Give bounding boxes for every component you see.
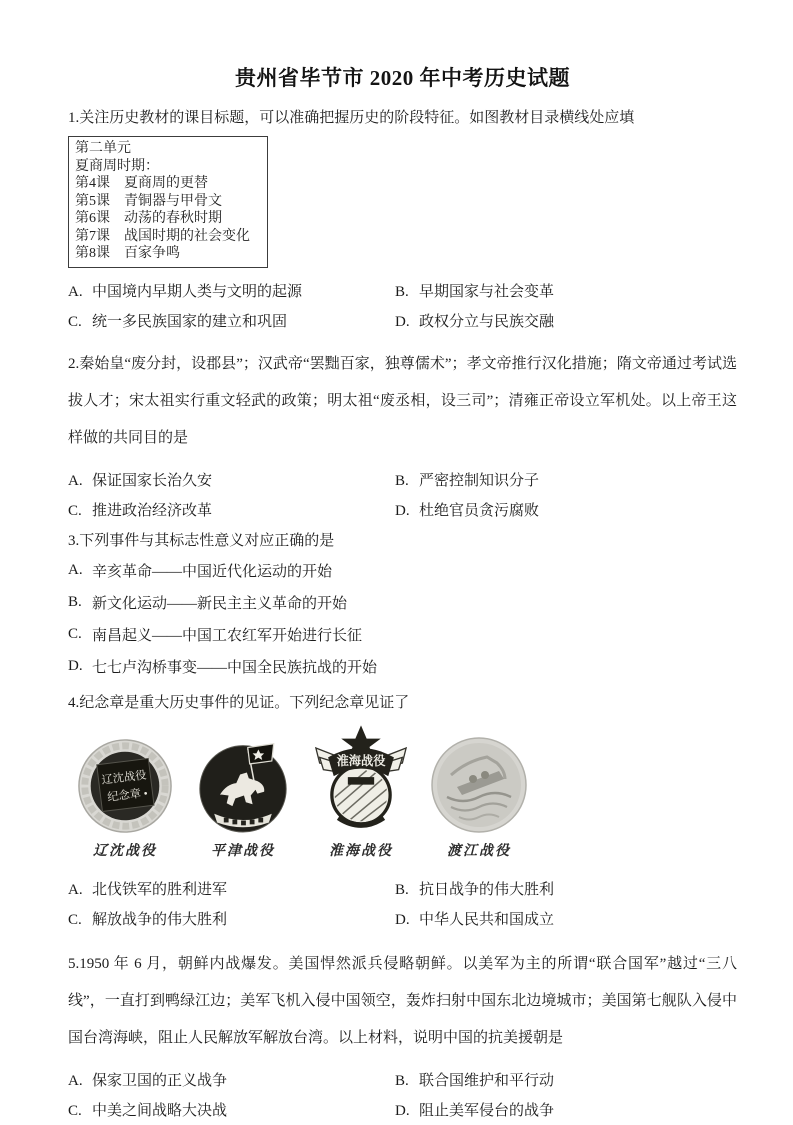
page-title: 贵州省毕节市 2020 年中考历史试题 <box>235 66 570 90</box>
medal-caption-pingjin: 平津战役 <box>211 843 275 859</box>
svg-text:纪念章: 纪念章 <box>106 787 142 804</box>
pingjin-medal-image <box>195 721 291 835</box>
svg-text:辽沈战役: 辽沈战役 <box>100 768 148 787</box>
q1-option-d: D. 政权分立与民族交融 <box>395 314 555 330</box>
q1-option-a: A. 中国境内早期人类与文明的起源 <box>68 284 303 300</box>
q2-option-c: C. 推进政治经济改革 <box>68 503 213 519</box>
q1-stem: 1.关注历史教材的课目标题，可以准确把握历史的阶段特征。如图教材目录横线处应填 <box>68 110 635 126</box>
dujiang-medal-image <box>429 721 529 835</box>
question-3 <box>68 531 737 683</box>
dujiang-medal-icon <box>429 735 529 835</box>
q3-option-b: B. 新文化运动——新民主主义革命的开始 <box>68 594 348 612</box>
q3-option-c: C. 南昌起义——中国工农红军开始进行长征 <box>68 626 363 644</box>
q1-option-c: C. 统一多民族国家的建立和巩固 <box>68 314 288 330</box>
question-4 <box>68 693 737 934</box>
q2-option-a: A. 保证国家长治久安 <box>68 473 213 489</box>
toc-line: 第二单元 <box>75 141 131 156</box>
svg-text:淮海战役: 淮海战役 <box>336 753 386 768</box>
q5-option-d: D. 阻止美军侵台的战争 <box>395 1103 555 1119</box>
q4-options <box>68 874 737 934</box>
huaihai-medal-icon <box>314 723 408 835</box>
q4-option-c: C. 解放战争的伟大胜利 <box>68 912 228 928</box>
q3-option-d: D. 七七卢沟桥事变——中国全民族抗战的开始 <box>68 658 378 676</box>
q4-option-a: A. 北伐铁军的胜利进军 <box>68 882 228 898</box>
toc-line: 第5课 青铜器与甲骨文 <box>75 193 222 209</box>
q4-option-b: B. 抗日战争的伟大胜利 <box>395 882 555 898</box>
medal-liaoshen <box>66 721 184 860</box>
question-5 <box>68 946 737 1125</box>
q2-option-b: B. 严密控制知识分子 <box>395 473 540 489</box>
question-2 <box>68 346 737 525</box>
medal-caption-liaoshen: 辽沈战役 <box>93 843 157 859</box>
q5-option-a: A. 保家卫国的正义战争 <box>68 1073 228 1089</box>
medal-caption-dujiang: 渡江战役 <box>447 843 511 859</box>
liaoshen-medal-image <box>76 721 174 835</box>
q5-option-c: C. 中美之间战略大决战 <box>68 1103 228 1119</box>
medal-huaihai <box>302 721 420 860</box>
q4-option-d: D. 中华人民共和国成立 <box>395 912 555 928</box>
q2-option-d: D. 杜绝官员贪污腐败 <box>395 503 540 519</box>
medal-pingjin <box>184 721 302 860</box>
medal-dujiang <box>420 721 538 860</box>
huaihai-medal-image <box>314 721 408 835</box>
q3-stem: 3.下列事件与其标志性意义对应正确的是 <box>68 532 335 549</box>
commemorative-medals <box>66 721 737 860</box>
toc-line: 夏商周时期： <box>75 158 159 174</box>
q1-options <box>68 276 737 336</box>
textbook-toc-box <box>68 136 268 268</box>
toc-line: 第7课 战国时期的社会变化 <box>75 228 250 244</box>
q5-option-b: B. 联合国维护和平行动 <box>395 1073 555 1089</box>
q4-stem: 4.纪念章是重大历史事件的见证。下列纪念章见证了 <box>68 694 410 711</box>
q3-options <box>68 555 737 683</box>
toc-line: 第6课 动荡的春秋时期 <box>75 211 222 226</box>
q5-stem: 5.1950 年 6 月，朝鲜内战爆发。美国悍然派兵侵略朝鲜。以美军为主的所谓“联合国军”越过“三八线”，一直打到鸭绿江边；美军飞机入侵中国领空，轰炸扫射中国东北边境城市；美国第七舰队入侵中国台湾海峡，阻止人民解放军解放台湾。以上材料，说明中国的抗美援朝是 <box>68 955 737 1046</box>
question-1 <box>68 108 737 336</box>
q2-options <box>68 465 737 525</box>
q1-option-b: B. 早期国家与社会变革 <box>395 284 555 300</box>
q3-option-a: A. 辛亥革命——中国近代化运动的开始 <box>68 562 333 580</box>
liaoshen-medal-icon <box>76 737 174 835</box>
toc-line: 第4课 夏商周的更替 <box>75 176 208 191</box>
toc-line: 第8课 百家争鸣 <box>75 246 180 261</box>
q2-stem: 2.秦始皇“废分封，设郡县”；汉武帝“罢黜百家，独尊儒术”；孝文帝推行汉化措施；隋文帝通过考试选拔人才；宋太祖实行重文轻武的政策；明太祖“废丞相，设三司”；清雍正帝设立军机处。以上帝王这样做的共同目的是 <box>68 355 737 446</box>
q5-options <box>68 1065 737 1125</box>
medal-caption-huaihai: 淮海战役 <box>329 843 393 859</box>
pingjin-medal-icon <box>195 735 291 835</box>
